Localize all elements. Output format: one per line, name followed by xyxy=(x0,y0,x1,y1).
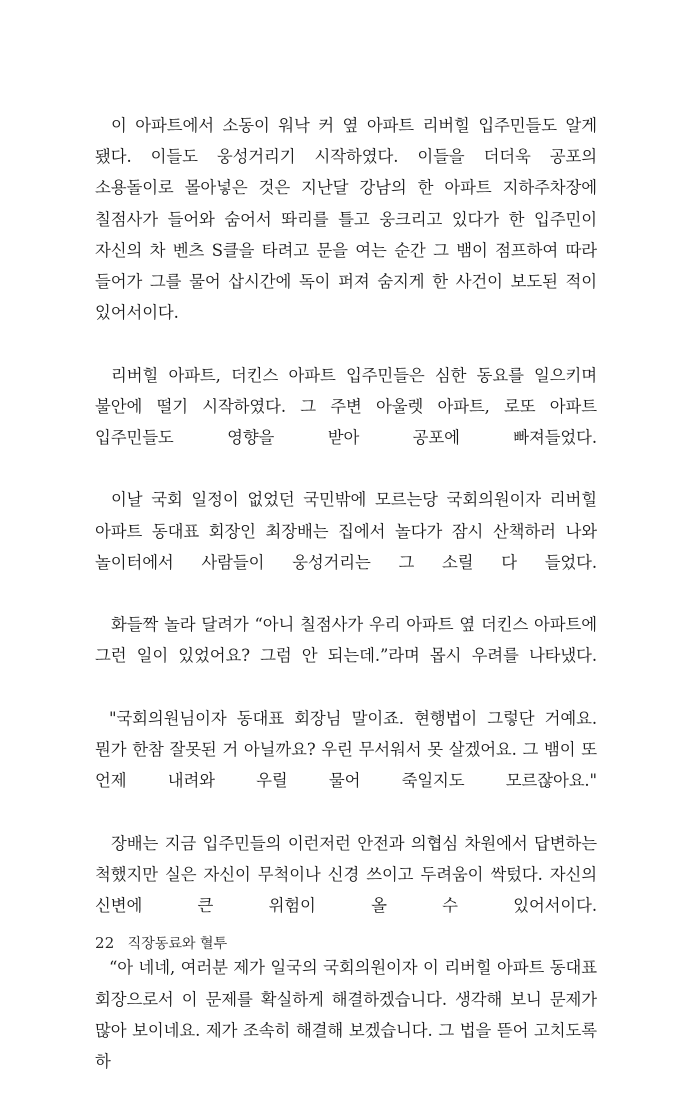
body-paragraph-7-dialogue: “아 네네, 여러분 제가 일국의 국회의원이자 이 리버힐 아파트 동대표 회장으로서 이 문제를 확실하게 해결하겠습니다. 생각해 보니 문제가 많아 보이네요. 제가 조속히 해결해 보겠습니다. 그 법을 뜯어 고치도록 하 xyxy=(95,958,597,1072)
body-paragraph-2: 리버힐 아파트, 더킨스 아파트 입주민들은 심한 동요를 일으키며 불안에 떨기 시작하였다. 그 주변 아울렛 아파트, 로또 아파트 입주민들도 영향을 받아 공포에 빠져들었다. xyxy=(95,365,597,448)
page-body-text xyxy=(95,110,597,1109)
footer-chapter-title: 직장동료와 혈투 xyxy=(127,936,228,952)
footer-page-number: 22 xyxy=(95,934,115,952)
body-paragraph-5-dialogue: "국회의원님이자 동대표 회장님 말이죠. 현행법이 그렇단 거예요. 뭔가 한참 잘못된 거 아닐까요? 우린 무서워서 못 살겠어요. 그 뱀이 또 언제 내려와 우릴 물어 죽일지도 모르잖아요." xyxy=(95,708,597,791)
page-footer xyxy=(95,936,227,951)
body-paragraph-6: 장배는 지금 입주민들의 이런저런 안전과 의협심 차원에서 답변하는 척했지만 실은 자신이 무척이나 신경 쓰이고 두려움이 싹텄다. 자신의 신변에 큰 위험이 올 수 있어서이다. xyxy=(95,833,597,916)
body-paragraph-3: 이날 국회 일정이 없었던 국민밖에 모르는당 국회의원이자 리버힐 아파트 동대표 회장인 최장배는 집에서 놀다가 잠시 산책하러 나와 놀이터에서 사람들이 웅성거리는 그 소릴 다 들었다. xyxy=(95,490,597,572)
body-paragraph-1: 이 아파트에서 소동이 워낙 커 옆 아파트 리버힐 입주민들도 알게 됐다. 이들도 웅성거리기 시작하였다. 이들을 더더욱 공포의 소용돌이로 몰아넣은 것은 지난달 강남의 한 아파트 지하주차장에 칠점사가 들어와 숨어서 똬리를 틀고 웅크리고 있다가 한 입주민이 자신의 차 벤츠 S클을 타려고 문을 여는 순간 그 뱀이 점프하여 따라 들어가 그를 물어 삽시간에 독이 퍼져 숨지게 한 사건이 보도된 적이 있어서이다. xyxy=(95,116,597,323)
body-paragraph-4: 화들짝 놀라 달려가 “아니 칠점사가 우리 아파트 옆 더킨스 아파트에 그런 일이 있었어요? 그럼 안 되는데.”라며 몹시 우려를 나타냈다. xyxy=(95,615,597,666)
